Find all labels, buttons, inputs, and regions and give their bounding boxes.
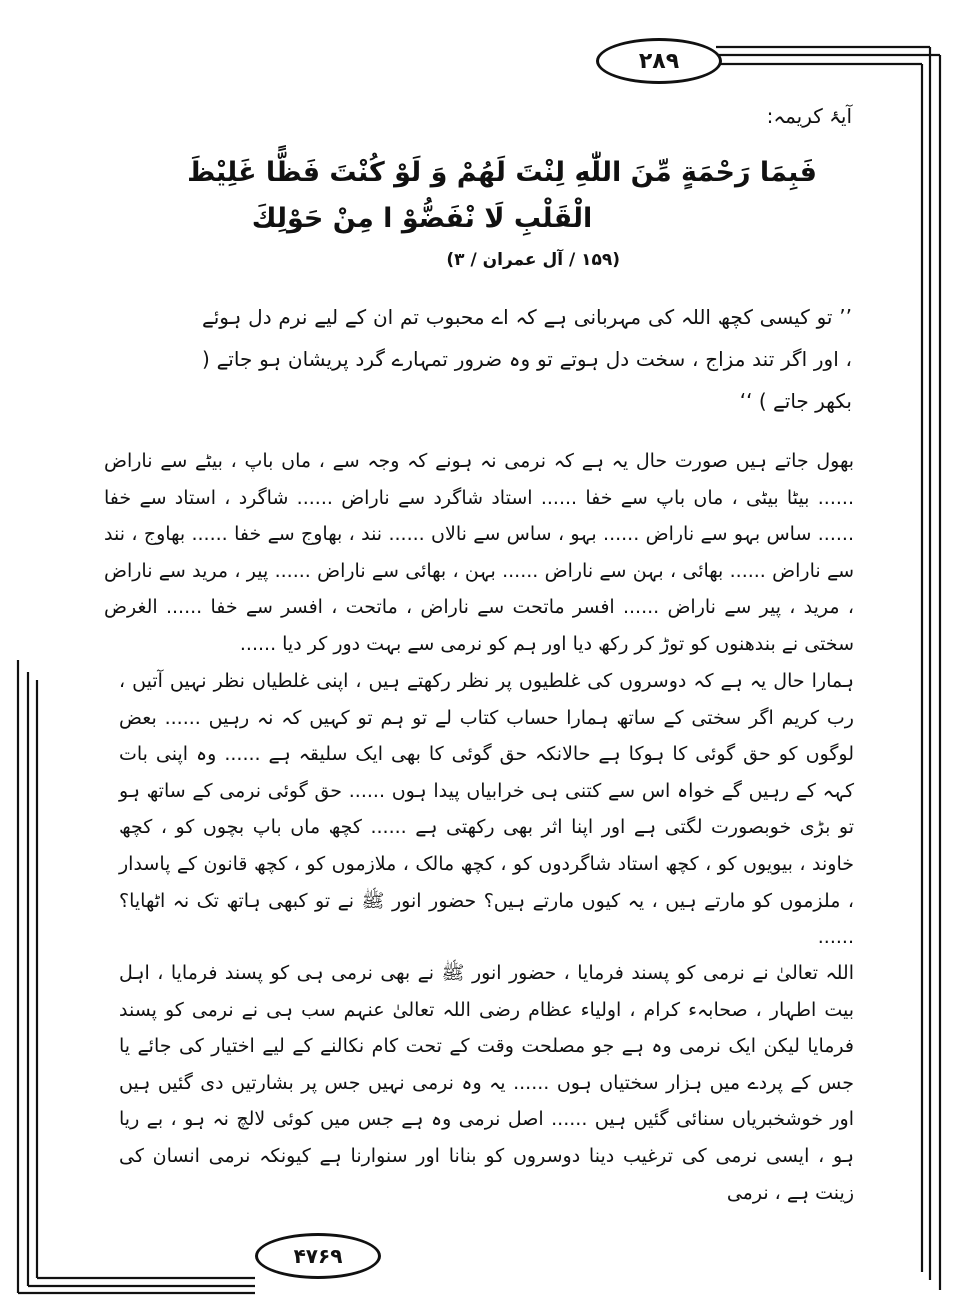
page-number-bottom: ۴۷۶۹ [255,1233,381,1279]
body-paragraph-2: ہمارا حال یہ ہے کہ دوسروں کی غلطیوں پر نظر رکھتے ہیں ، اپنی غلطیاں نظر نہیں آتیں ، رب کریم اگر سختی کے ساتھ ہمارا حساب کتاب لے تو ہم تو کہیں کہ نہ رہیں ...... بعض لوگوں کو حق گوئی کا ہوکا ہے حالانکہ حق گوئی کا بھی ایک سلیقہ ہے ...... وہ اپنی بات کہہ کے رہیں گے خواہ اس سے کتنی ہی خرابیاں پیدا ہوں ...... حق گوئی نرمی کے ساتھ ہو تو بڑی خوبصورت لگتی ہے اور اپنا اثر بھی رکھتی ہے ...... کچھ ماں باپ بچوں کو ، کچھ خاوند ، بیویوں کو ، کچھ استاد شاگردوں کو ، کچھ مالک ، ملازموں کو ، کچھ قانون کے پاسدار ، ملزموں کو مارتے ہیں ، یہ کیوں مارتے ہیں؟ حضور انور ﷺ نے تو کبھی ہاتھ تک نہ اٹھایا؟ ...... [119,670,854,949]
section-heading: آیۂ کریمہ: [766,104,852,128]
page-number-top: ۲۸۹ [596,38,722,84]
quran-verse-line-2: الْقَلْبِ لَا نْفَضُّوْ ا مِنْ حَوْلِكَ [251,203,593,234]
verse-reference: (۱۵۹ / آل عمران / ۳) [446,250,620,270]
body-paragraph-3: اللہ تعالیٰ نے نرمی کو پسند فرمایا ، حضور انور ﷺ نے بھی نرمی ہی کو پسند فرمایا ، اہل بیت اطہار ، صحابہء کرام ، اولیاء عظام رضی اللہ تعالیٰ عنہم سب ہی نے نرمی کو پسند فرمایا لیکن ایک نرمی وہ ہے جو مصلحت وقت کے تحت کام نکالنے کے لیے اختیار کی جائے یا جس کے پردے میں ہزار سختیاں ہوں ...... یہ وہ نرمی نہیں جس پر بشارتیں دی گئیں ہیں اور خوشخبریاں سنائی گئیں ہیں ...... اصل نرمی وہ ہے جس میں کوئی لالچ نہ ہو ، بے ریا ہو ، ایسی نرمی کی ترغیب دینا دوسروں کو بنانا اور سنوارنا ہے کیونکہ نرمی انسان کی زینت ہے ، نرمی [119,962,854,1204]
body-paragraph-1: بھول جاتے ہیں صورت حال یہ ہے کہ نرمی نہ ہونے کہ وجہ سے ، ماں باپ ، بیٹے سے ناراض ...... بیٹا بیٹی ، ماں باپ سے خفا ...... استاد شاگرد سے ناراض ...... شاگرد ، استاد سے خفا ...... ساس بہو سے ناراض ...... بہو ، ساس سے نالاں ...... نند ، بھاوج سے خفا ...... بھاوج ، نند سے ناراض ...... بھائی ، بہن سے ناراض ...... بہن ، بھائی سے ناراض ...... پیر ، مرید سے ناراض ، مرید ، پیر سے ناراض ...... افسر ماتحت سے ناراض ، ماتحت ، افسر سے خفا ...... الغرض سختی نے بندھنوں کو توڑ کر رکھ دیا اور ہم کو نرمی سے بہت دور کر دیا ...... [104,450,854,655]
quran-verse-line-1: فَبِمَا رَحْمَةٍ مِّنَ اللّٰهِ لِنْتَ لَهُمْ وَ لَوْ كُنْتَ فَظًّا غَلِيْظَ [187,157,817,188]
verse-translation: ’’ تو کیسی کچھ اللہ کی مہربانی ہے کہ اے محبوب تم ان کے لیے نرم دل ہوئے ، اور اگر تند مزاج ، سخت دل ہوتے تو وہ ضرور تمہارے گرد پریشان ہو جاتے ( بکھر جاتے ) ‘‘ [202,305,852,413]
